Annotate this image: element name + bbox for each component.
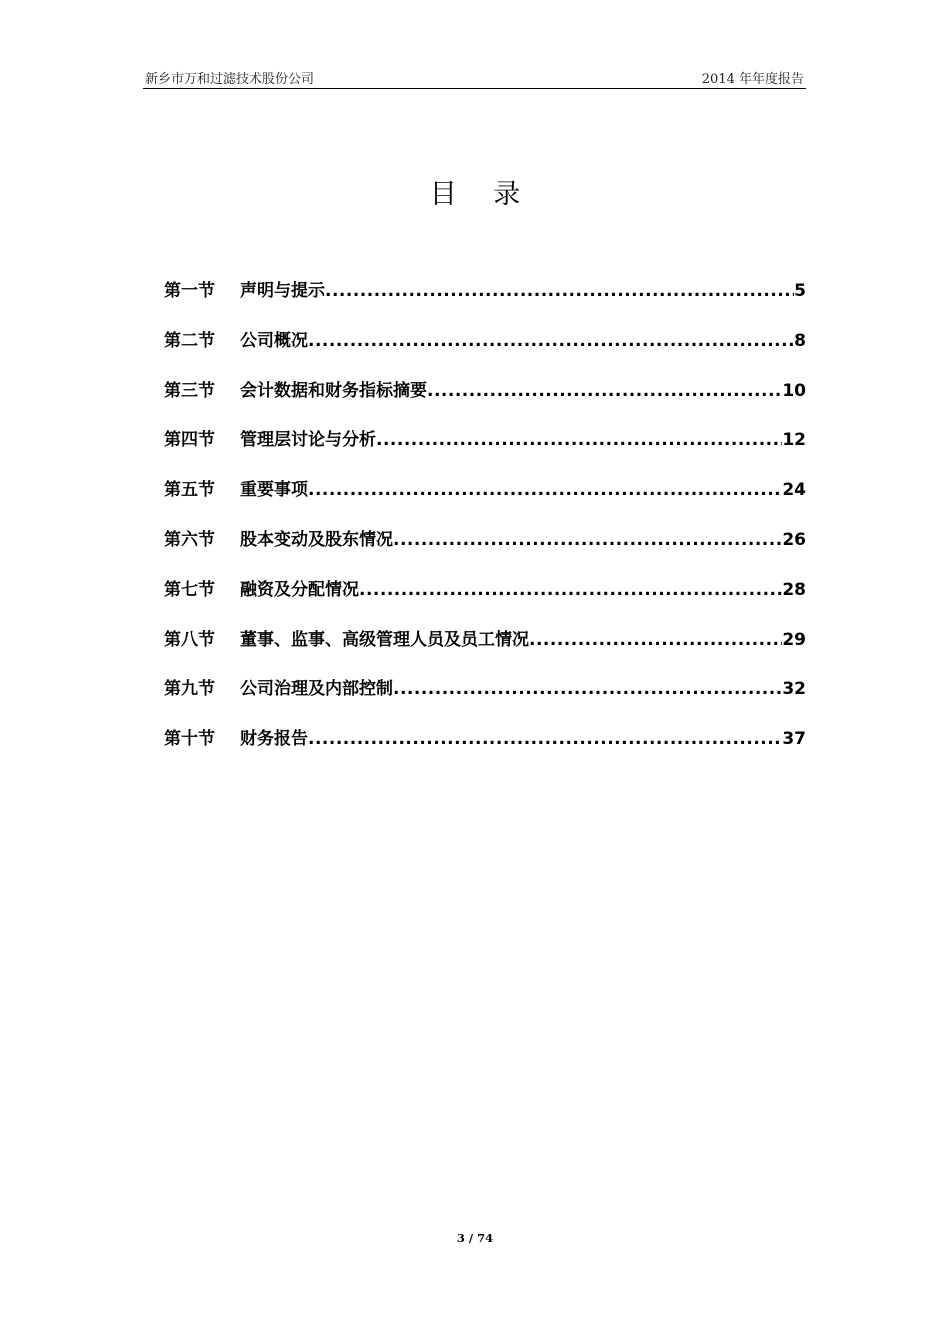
toc-page-number: 26 (782, 529, 806, 550)
toc-dot-leader (376, 427, 782, 453)
toc-section-title: 会计数据和财务指标摘要 (240, 380, 427, 401)
toc-section-title: 董事、监事、高级管理人员及员工情况 (240, 629, 529, 650)
toc-page-number: 24 (782, 480, 806, 501)
toc-entry[interactable] (164, 527, 806, 577)
toc-section-number: 第六节 (164, 529, 215, 550)
toc-dot-leader (325, 278, 794, 304)
toc-dot-leader (308, 477, 782, 503)
toc-section-number: 第五节 (164, 480, 215, 501)
toc-section-number: 第四节 (164, 430, 215, 451)
page-number-footer: 3 / 74 (456, 1231, 494, 1245)
toc-dot-leader (308, 726, 782, 752)
toc-entry[interactable] (164, 627, 806, 677)
toc-section-number: 第七节 (164, 579, 215, 600)
toc-entry[interactable] (164, 328, 806, 378)
toc-section-title: 融资及分配情况 (240, 579, 359, 600)
header-report-title: 2014 年年度报告 (701, 72, 804, 87)
toc-page-number: 12 (782, 430, 806, 451)
toc-section-number: 第二节 (164, 330, 215, 351)
toc-entry[interactable] (164, 427, 806, 477)
toc-section-title: 股本变动及股东情况 (240, 529, 393, 550)
toc-dot-leader (359, 577, 782, 603)
toc-dot-leader (427, 378, 782, 404)
toc-entry[interactable] (164, 726, 806, 776)
toc-section-title: 财务报告 (240, 729, 308, 750)
toc-section-title: 公司治理及内部控制 (240, 679, 393, 700)
toc-page-number: 29 (782, 629, 806, 650)
header-company-name: 新乡市万和过滤技术股份公司 (145, 72, 315, 87)
toc-entry[interactable] (164, 378, 806, 428)
toc-section-title: 管理层讨论与分析 (240, 430, 376, 451)
table-of-contents (164, 278, 806, 776)
toc-section-number: 第三节 (164, 380, 215, 401)
toc-dot-leader (393, 527, 782, 553)
toc-section-number: 第一节 (164, 281, 215, 301)
toc-entry[interactable] (164, 676, 806, 726)
toc-entry[interactable] (164, 477, 806, 527)
toc-page-number: 32 (782, 679, 806, 700)
toc-page-number: 28 (782, 579, 806, 600)
toc-entry[interactable] (164, 278, 806, 328)
page-title: 目 录 (429, 179, 535, 210)
toc-section-title: 重要事项 (240, 480, 308, 501)
toc-dot-leader (308, 328, 794, 354)
toc-page-number: 5 (794, 281, 806, 301)
toc-page-number: 37 (782, 729, 806, 750)
toc-section-title: 声明与提示 (240, 281, 325, 301)
toc-dot-leader (393, 676, 782, 702)
toc-dot-leader (529, 627, 782, 653)
toc-section-number: 第九节 (164, 679, 215, 700)
toc-section-title: 公司概况 (240, 330, 308, 351)
toc-entry[interactable] (164, 577, 806, 627)
toc-section-number: 第八节 (164, 629, 215, 650)
toc-page-number: 8 (794, 330, 806, 351)
toc-section-number: 第十节 (164, 729, 215, 750)
page-header (143, 66, 806, 89)
toc-page-number: 10 (782, 380, 806, 401)
